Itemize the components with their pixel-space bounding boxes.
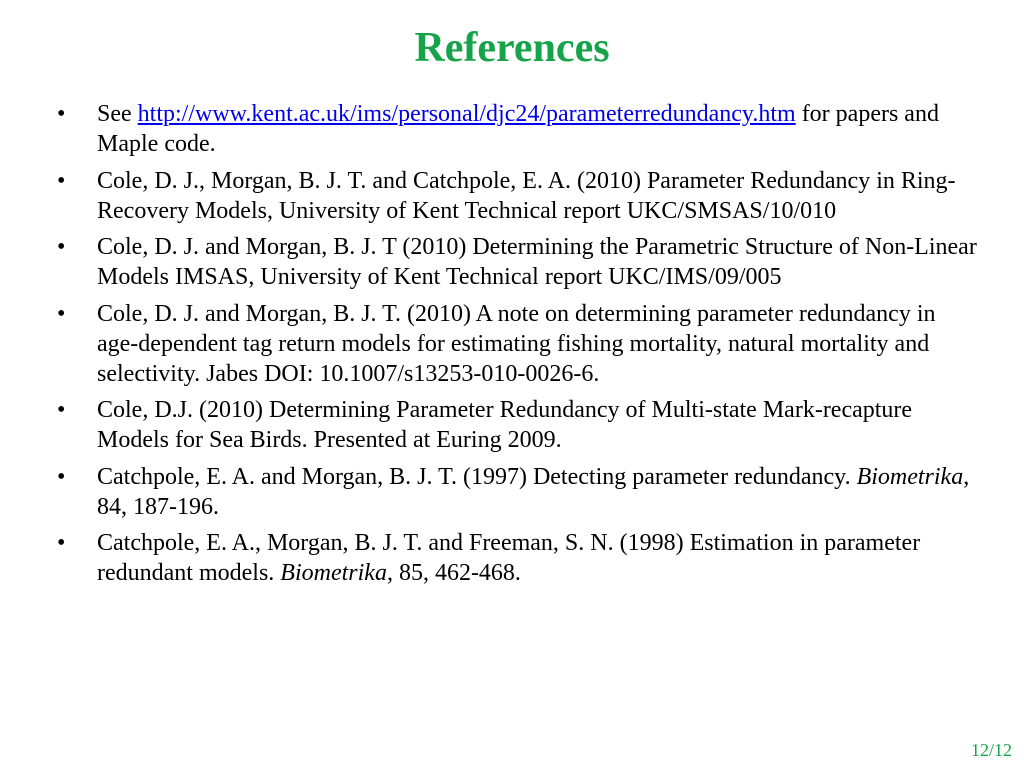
bullet-icon: • [57,397,66,423]
reference-text: Cole, D. J., Morgan, B. J. T. and Catchpole, E. A. (2010) Parameter Redundancy in Ring-Recovery Models, University of Kent Technical report UKC/SMSAS/10/010 [97,167,956,224]
bullet-icon: • [57,300,66,327]
slide-title: References [414,25,610,71]
reference-suffix: for papers and Maple code. [97,101,939,157]
reference-item [57,166,977,226]
reference-prefix: Catchpole, E. A., Morgan, B. J. T. and Freeman, S. N. (1998) Estimation in parameter redundant models. [97,530,921,586]
bullet-icon: • [57,167,66,194]
reference-text: Cole, D.J. (2010) Determining Parameter Redundancy of Multi-state Mark-recapture Models for Sea Birds. Presented at Euring 2009. [97,397,913,453]
page-number: 12/12 [970,740,1012,760]
bullet-icon: • [57,101,66,127]
reference-suffix: , 84, 187-196. [97,463,970,520]
reference-item [57,462,977,522]
reference-item-web [57,99,977,159]
reference-item [57,232,977,292]
reference-suffix: , 85, 462-468. [386,560,521,586]
journal-name: Biometrika [280,560,387,586]
reference-text: Cole, D. J. and Morgan, B. J. T (2010) Determining the Parametric Structure of Non-Linear Models IMSAS, University of Kent Technical report UKC/IMS/09/005 [97,234,977,290]
reference-link[interactable]: http://www.kent.ac.uk/ims/personal/djc24/parameterredundancy.htm [137,101,796,127]
bullet-icon: • [57,530,66,556]
journal-name: Biometrika [856,463,964,490]
bullet-icon: • [57,463,66,490]
bullet-icon: • [57,234,66,260]
reference-item [57,395,977,455]
references-list [57,99,977,595]
reference-prefix: See [97,101,138,127]
reference-prefix: Catchpole, E. A. and Morgan, B. J. T. (1997) Detecting parameter redundancy. [97,463,857,490]
reference-item [57,528,977,588]
reference-text: Cole, D. J. and Morgan, B. J. T. (2010) A note on determining parameter redundancy in age-dependent tag return models for estimating fishing mortality, natural mortality and selectivity. Jabes DOI: 10.1007/s13253-010-0026-6. [97,300,936,387]
reference-item [57,299,977,389]
